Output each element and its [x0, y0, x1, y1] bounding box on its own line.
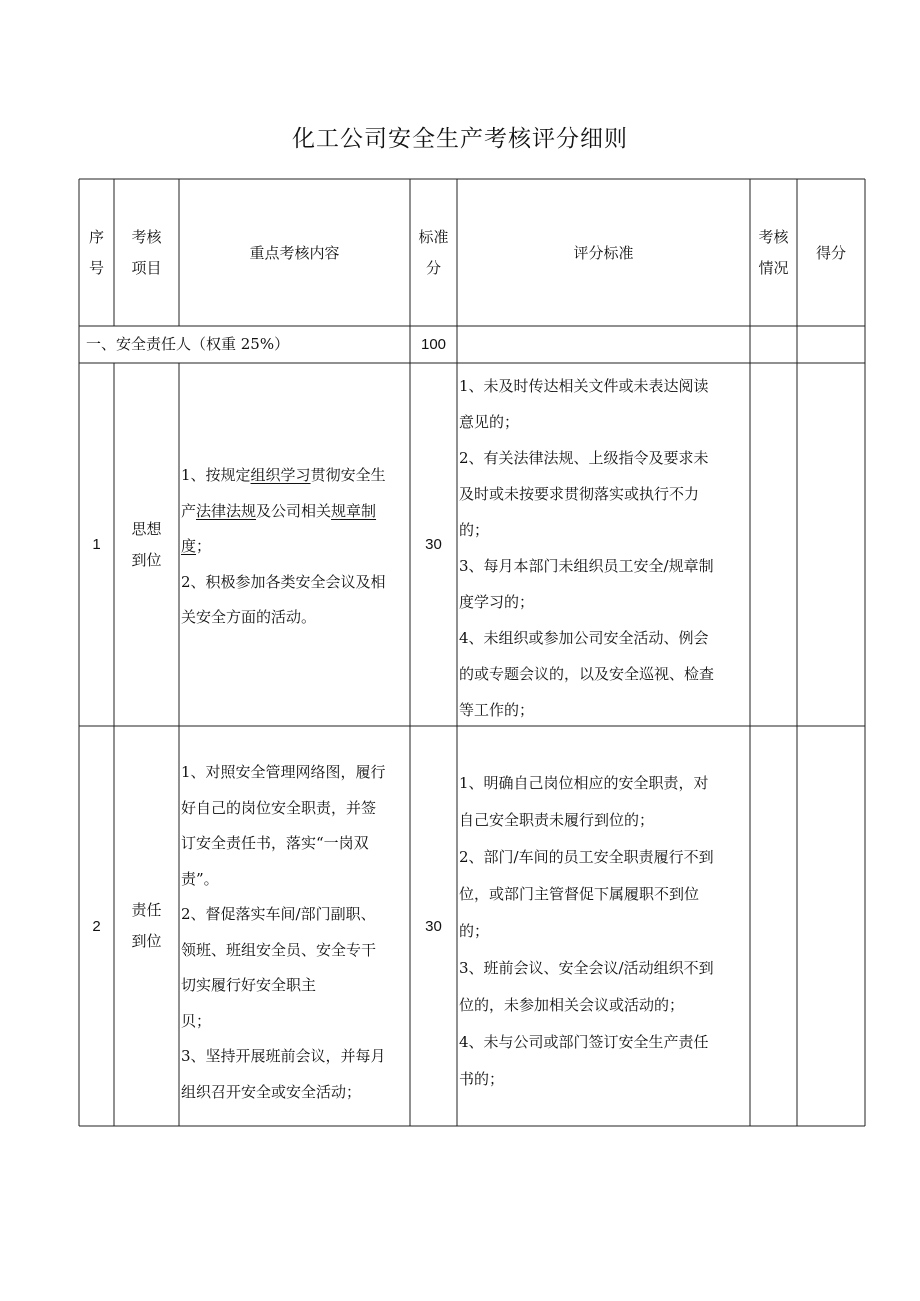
- header-status: 考核 情况: [758, 227, 789, 277]
- row-2-criteria: [457, 765, 750, 1105]
- content-line: [181, 862, 410, 898]
- criteria-line: 2、有关法律法规、上级指令及要求未: [459, 449, 709, 467]
- content-text: 1、按规定: [181, 466, 251, 484]
- underlined-text: 组织学习: [250, 466, 311, 484]
- content-text: 1、对照安全管理网络图，履行: [181, 763, 386, 781]
- criteria-line: 的；: [459, 922, 490, 940]
- row-1-seq: 1: [92, 536, 101, 553]
- content-text: 2、督促落实车间/部门副职、: [181, 905, 376, 923]
- content-text: 产: [181, 501, 197, 520]
- criteria-line: 3、每月本部门未组织员工安全/规章制: [459, 557, 714, 575]
- row-1-content: [179, 458, 410, 638]
- criteria-line: 4、未与公司或部门签订安全生产责任: [459, 1033, 709, 1051]
- section-standard-score: 100: [420, 336, 447, 353]
- header-seq: 序 号: [88, 227, 104, 277]
- row-1-standard-score: 30: [425, 536, 442, 553]
- content-line: [181, 933, 410, 969]
- header-item: 考核 项目: [131, 227, 162, 277]
- content-line: [181, 1075, 410, 1111]
- page-title: 化工公司安全生产考核评分细则: [292, 126, 628, 152]
- row-2-item: 责任 到位: [131, 901, 162, 950]
- criteria-line: 的或专题会议的，以及安全巡视、检查: [459, 665, 715, 683]
- criteria-line: 3、班前会议、安全会议/活动组织不到: [459, 959, 714, 977]
- criteria-line: 等工作的；: [459, 701, 535, 719]
- criteria-line: 位，或部门主管督促下属履职不到位: [459, 885, 700, 903]
- row-2-seq: 2: [92, 917, 101, 935]
- content-line: [181, 529, 410, 565]
- content-line: [181, 826, 410, 862]
- section-seq: 一、: [86, 335, 117, 353]
- content-line: [181, 897, 410, 933]
- content-line: [181, 494, 410, 530]
- row-1-criteria: [457, 368, 750, 724]
- content-text: 关安全方面的活动。: [181, 608, 317, 626]
- content-line: [181, 968, 410, 1004]
- criteria-line: 书的；: [459, 1070, 505, 1088]
- content-text: ；: [196, 537, 212, 555]
- content-line: [181, 755, 410, 791]
- criteria-line: 位的，未参加相关会议或活动的；: [459, 996, 685, 1014]
- header-score: 得分: [815, 244, 846, 262]
- content-text: 好自己的岗位安全职责，并签: [181, 798, 377, 817]
- content-line: [181, 458, 410, 494]
- content-line: [181, 791, 410, 827]
- content-line: [181, 600, 410, 636]
- section-name: 安全责任人（权重 25%）: [116, 335, 290, 353]
- content-text: 组织召开安全或安全活动；: [181, 1082, 362, 1101]
- content-line: [181, 565, 410, 601]
- criteria-line: 1、明确自己岗位相应的安全职责，对: [459, 774, 709, 792]
- criteria-line: 4、未组织或参加公司安全活动、例会: [459, 629, 709, 647]
- criteria-line: 意见的；: [459, 413, 520, 431]
- criteria-line: 的；: [459, 521, 490, 539]
- content-text: 贝；: [181, 1011, 212, 1030]
- content-text: 订安全责任书，落实“一岗双: [181, 834, 369, 852]
- content-text: 3、坚持开展班前会议，并每月: [181, 1047, 386, 1065]
- content-text: 领班、班组安全员、安全专干: [181, 940, 377, 959]
- header-content: 重点考核内容: [249, 244, 340, 262]
- content-line: [181, 1004, 410, 1040]
- underlined-text: 规章制: [331, 501, 377, 520]
- underlined-text: 法律法规: [196, 501, 257, 520]
- criteria-line: 度学习的；: [459, 593, 535, 611]
- header-standard-score: 标准 分: [418, 227, 449, 277]
- header-criteria: 评分标准: [573, 244, 634, 262]
- content-text: 及公司相关: [256, 501, 332, 520]
- criteria-line: 1、未及时传达相关文件或未表达阅读: [459, 377, 709, 395]
- criteria-line: 自己安全职责未履行到位的；: [459, 811, 655, 829]
- content-text: 切实履行好安全职主: [181, 976, 317, 994]
- content-line: [181, 1039, 410, 1075]
- criteria-line: 及时或未按要求贯彻落实或执行不力: [459, 485, 700, 503]
- underlined-text: 度: [181, 537, 197, 555]
- row-2-standard-score: 30: [425, 917, 442, 935]
- criteria-line: 2、部门/车间的员工安全职责履行不到: [459, 848, 714, 866]
- row-2-content: [179, 755, 410, 1115]
- content-text: 责”。: [181, 869, 219, 888]
- content-text: 贯彻安全生: [310, 466, 386, 484]
- content-text: 2、积极参加各类安全会议及相: [181, 572, 386, 591]
- row-1-item: 思想 到位: [131, 519, 162, 569]
